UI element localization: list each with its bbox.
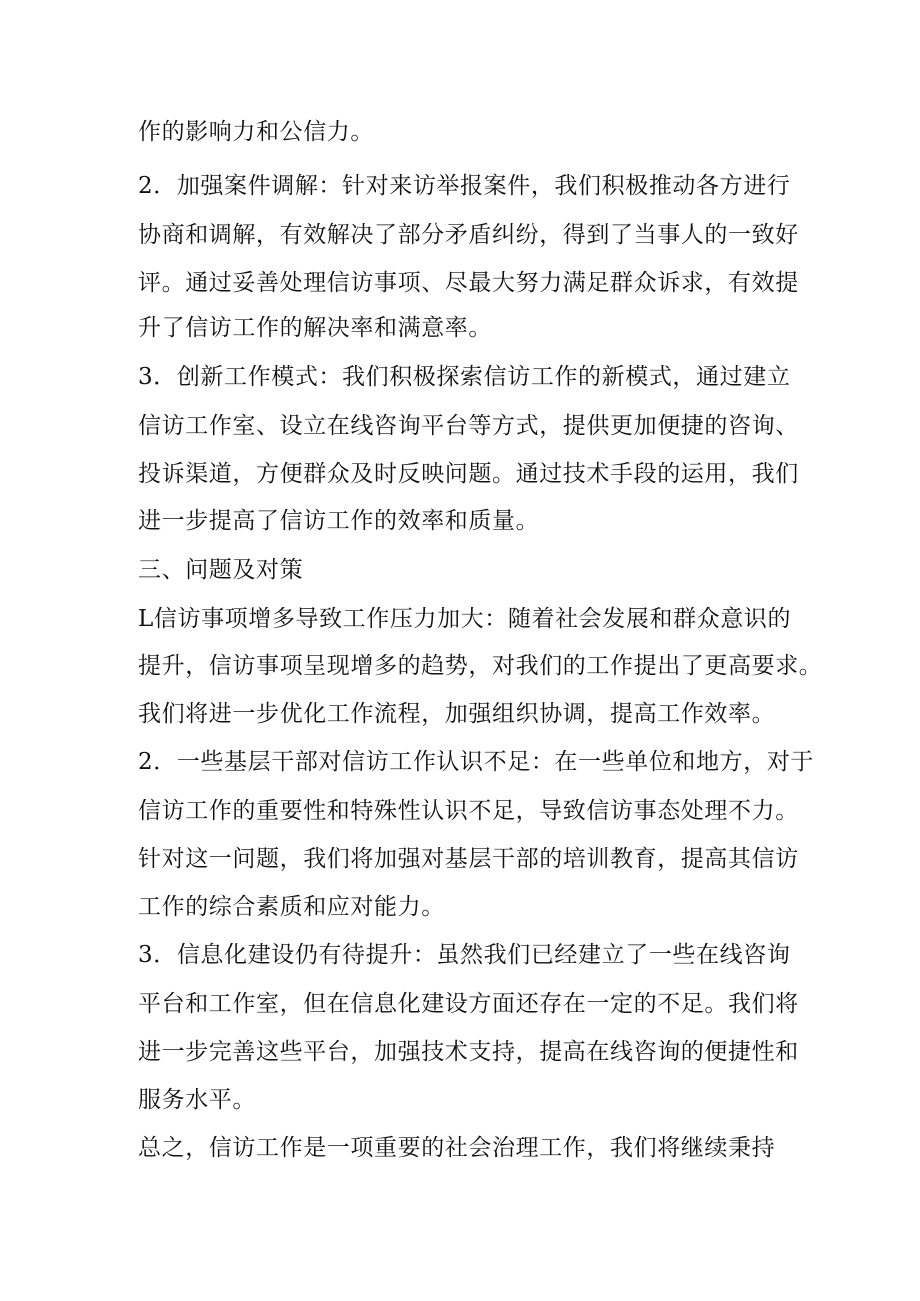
text-line: 3．信息化建设仍有待提升：虽然我们已经建立了一些在线咨询 (138, 942, 791, 968)
text-line: 2．一些基层干部对信访工作认识不足：在一些单位和地方，对于 (138, 749, 815, 775)
text-line: 针对这一问题，我们将加强对基层干部的培训教育，提高其信访 (138, 846, 799, 872)
text-line: 进一步提高了信访工作的效率和质量。 (138, 508, 540, 534)
text-line: 进一步完善这些平台，加强技术支持，提高在线咨询的便捷性和 (138, 1039, 799, 1065)
text-line: 评。通过妥善处理信访事项、尽最大努力满足群众诉求，有效提 (138, 270, 799, 296)
text-line: 2．加强案件调解：针对来访举报案件，我们积极推动各方进行 (138, 173, 791, 199)
text-line: L信访事项增多导致工作压力加大：随着社会发展和群众意识的 (138, 606, 792, 632)
text-line: 信访工作的重要性和特殊性认识不足，导致信访事态处理不力。 (138, 798, 799, 824)
text-line: 平台和工作室，但在信息化建设方面还存在一定的不足。我们将 (138, 991, 799, 1017)
text-line: 总之，信访工作是一项重要的社会治理工作，我们将继续秉持 (138, 1135, 776, 1161)
text-line: 作的影响力和公信力。 (138, 119, 374, 145)
text-line: 服务水平。 (138, 1087, 256, 1113)
text-line: 工作的综合素质和应对能力。 (138, 894, 445, 920)
text-line: 投诉渠道，方便群众及时反映问题。通过技术手段的运用，我们 (138, 461, 799, 487)
section-heading: 三、问题及对策 (138, 557, 304, 583)
text-line: 我们将进一步优化工作流程，加强组织协调，提高工作效率。 (138, 701, 776, 727)
text-line: 信访工作室、设立在线咨询平台等方式，提供更加便捷的咨询、 (138, 413, 799, 439)
text-line: 协商和调解，有效解决了部分矛盾纠纷，得到了当事人的一致好 (138, 222, 799, 248)
text-line: 3．创新工作模式：我们积极探索信访工作的新模式，通过建立 (138, 364, 791, 390)
text-line: 提升，信访事项呈现增多的趋势，对我们的工作提出了更高要求。 (138, 653, 823, 679)
text-line: 升了信访工作的解决率和满意率。 (138, 315, 492, 341)
